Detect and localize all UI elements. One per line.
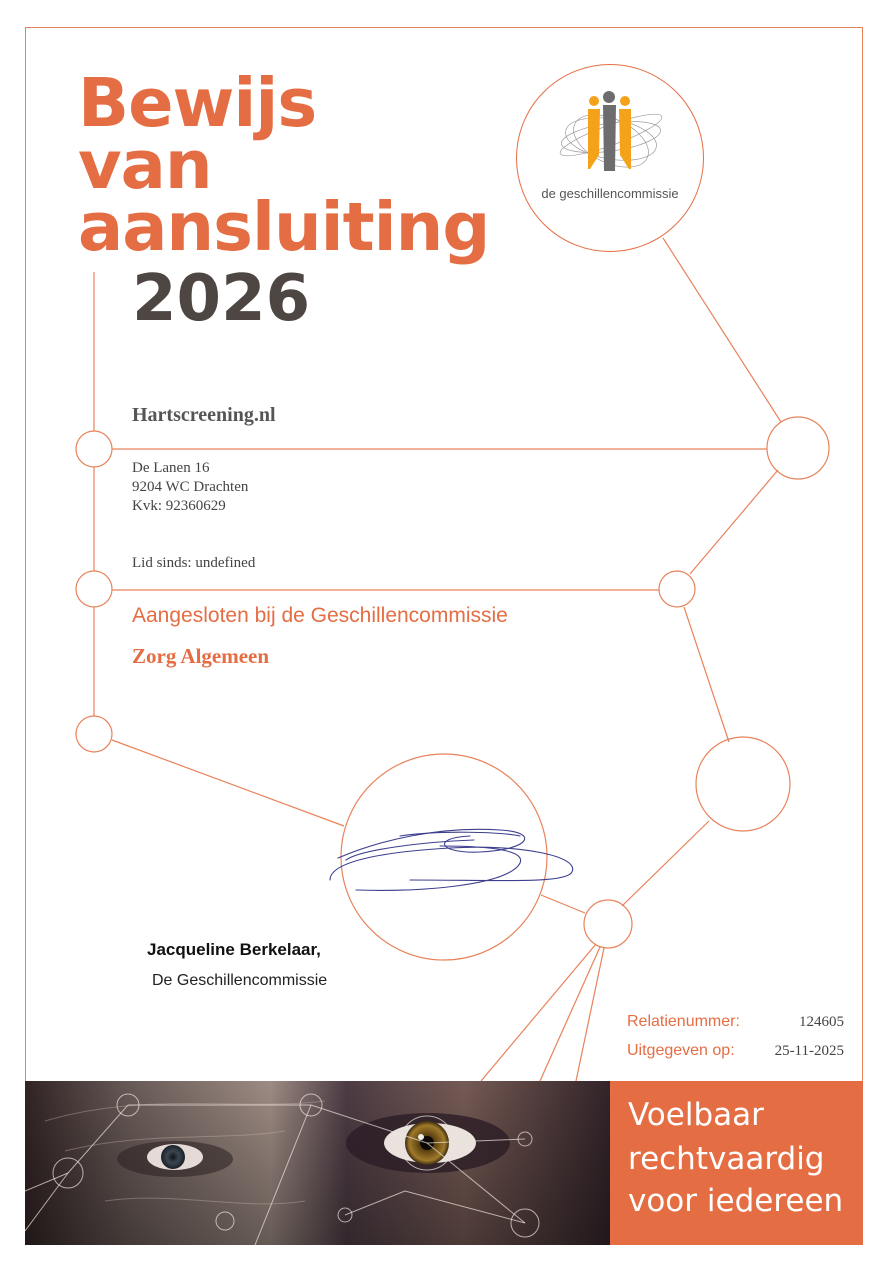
kvk-number: Kvk: 92360629 xyxy=(132,498,226,514)
member-since: Lid sinds: undefined xyxy=(132,555,256,571)
address-street: De Lanen 16 xyxy=(132,460,210,476)
relation-number-value: 124605 xyxy=(799,1014,844,1030)
company-name: Hartscreening.nl xyxy=(132,404,276,426)
signer-organization: De Geschillencommissie xyxy=(152,972,328,989)
signer-name: Jacqueline Berkelaar, xyxy=(147,940,321,959)
title-line-3: aansluiting xyxy=(78,188,490,266)
slogan-line-3: voor iedereen xyxy=(628,1183,844,1219)
certificate-year: 2026 xyxy=(132,262,311,336)
slogan-line-2: rechtvaardig xyxy=(628,1141,825,1177)
category-name: Zorg Algemeen xyxy=(132,644,270,668)
faces-image xyxy=(25,1081,610,1245)
address-city: 9204 WC Drachten xyxy=(132,479,249,495)
faces-photo xyxy=(25,1081,610,1245)
slogan-line-1: Voelbaar xyxy=(628,1097,764,1133)
title-line-2: van xyxy=(78,126,212,204)
logo-text: de geschillencommissie xyxy=(541,186,679,201)
affiliation-text: Aangesloten bij de Geschillencommissie xyxy=(132,604,508,627)
issued-date-label: Uitgegeven op: xyxy=(627,1042,735,1059)
title-line-1: Bewijs xyxy=(78,64,317,142)
slogan-panel xyxy=(610,1081,863,1245)
relation-number-label: Relatienummer: xyxy=(627,1013,740,1030)
issued-date-value: 25-11-2025 xyxy=(774,1043,844,1059)
